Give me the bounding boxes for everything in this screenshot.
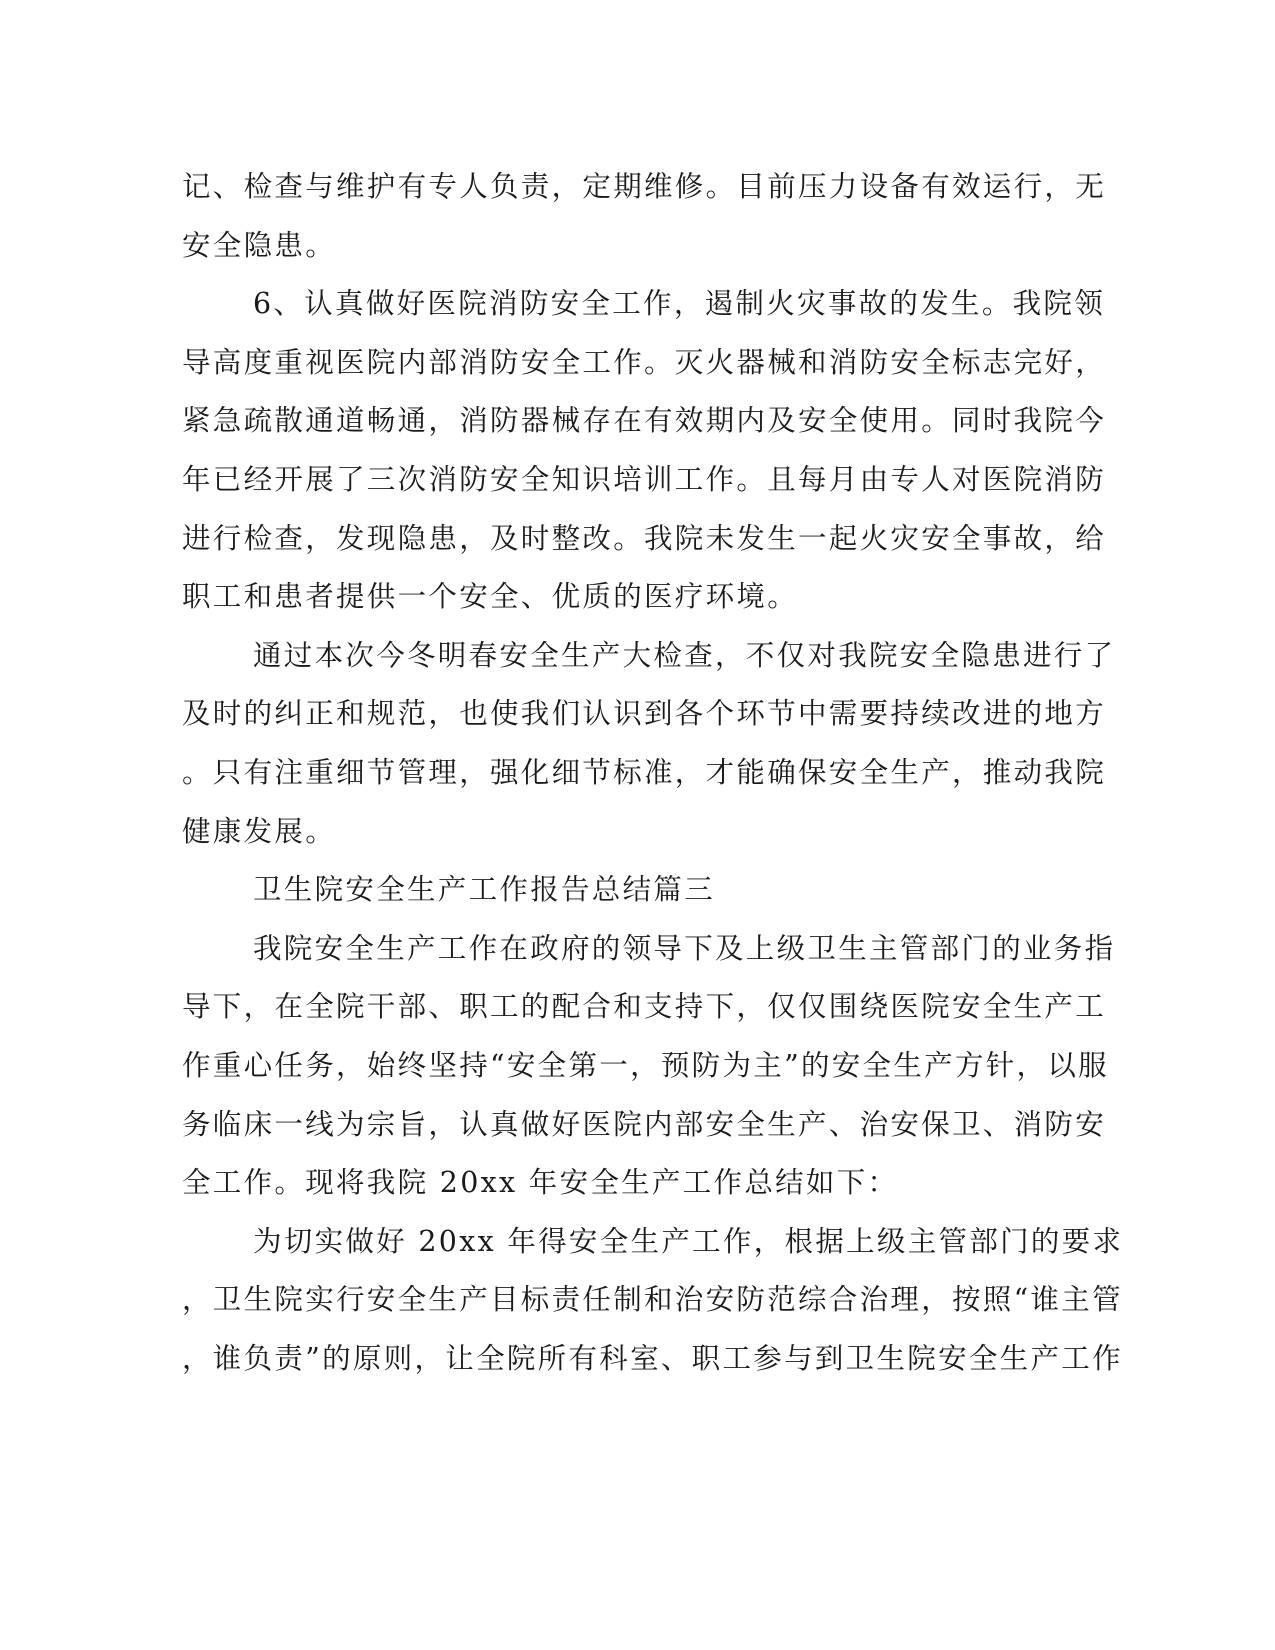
paragraph-start-line: 6、认真做好医院消防安全工作，遏制火灾事故的发生。我院领 xyxy=(253,287,1106,321)
text-line: 安全隐患。 xyxy=(182,228,337,262)
text-line: 职工和患者提供一个安全、优质的医疗环境。 xyxy=(182,580,799,614)
text-line: 进行检查，发现隐患，及时整改。我院未发生一起火灾安全事故，给 xyxy=(182,521,1107,555)
text-line: 务临床一线为宗旨，认真做好医院内部安全生产、治安保卫、消防安 xyxy=(182,1107,1107,1141)
text-line: 健康发展。 xyxy=(182,814,337,848)
text-line: 年已经开展了三次消防安全知识培训工作。且每月由专人对医院消防 xyxy=(182,462,1107,496)
paragraph-start-line: 我院安全生产工作在政府的领导下及上级卫生主管部门的业务指 xyxy=(253,931,1116,965)
text-line: 导高度重视医院内部消防安全工作。灭火器械和消防安全标志完好， xyxy=(182,345,1107,379)
text-line: ，卫生院实行安全生产目标责任制和治安防范综合治理，按照“谁主管 xyxy=(182,1283,1123,1317)
text-line: 紧急疏散通道畅通，消防器械存在有效期内及安全使用。同时我院今 xyxy=(182,404,1107,438)
text-line: ，谁负责”的原则，让全院所有科室、职工参与到卫生院安全生产工作 xyxy=(182,1341,1123,1375)
section-heading: 卫生院安全生产工作报告总结篇三 xyxy=(253,873,716,907)
paragraph-start-line: 通过本次今冬明春安全生产大检查，不仅对我院安全隐患进行了 xyxy=(253,638,1116,672)
text-line: 。只有注重细节管理，强化细节标准，才能确保安全生产，推动我院 xyxy=(182,755,1107,789)
text-line: 导下，在全院干部、职工的配合和支持下，仅仅围绕医院安全生产工 xyxy=(182,990,1107,1024)
text-line: 全工作。现将我院 20xx 年安全生产工作总结如下： xyxy=(182,1166,899,1200)
paragraph-start-line: 为切实做好 20xx 年得安全生产工作，根据上级主管部门的要求 xyxy=(253,1224,1124,1258)
text-line: 作重心任务，始终坚持“安全第一，预防为主”的安全生产方针，以服 xyxy=(182,1048,1109,1082)
document-body xyxy=(182,158,1124,1388)
text-line: 及时的纠正和规范，也使我们认识到各个环节中需要持续改进的地方 xyxy=(182,697,1107,731)
text-line: 记、检查与维护有专人负责，定期维修。目前压力设备有效运行，无 xyxy=(182,170,1107,203)
